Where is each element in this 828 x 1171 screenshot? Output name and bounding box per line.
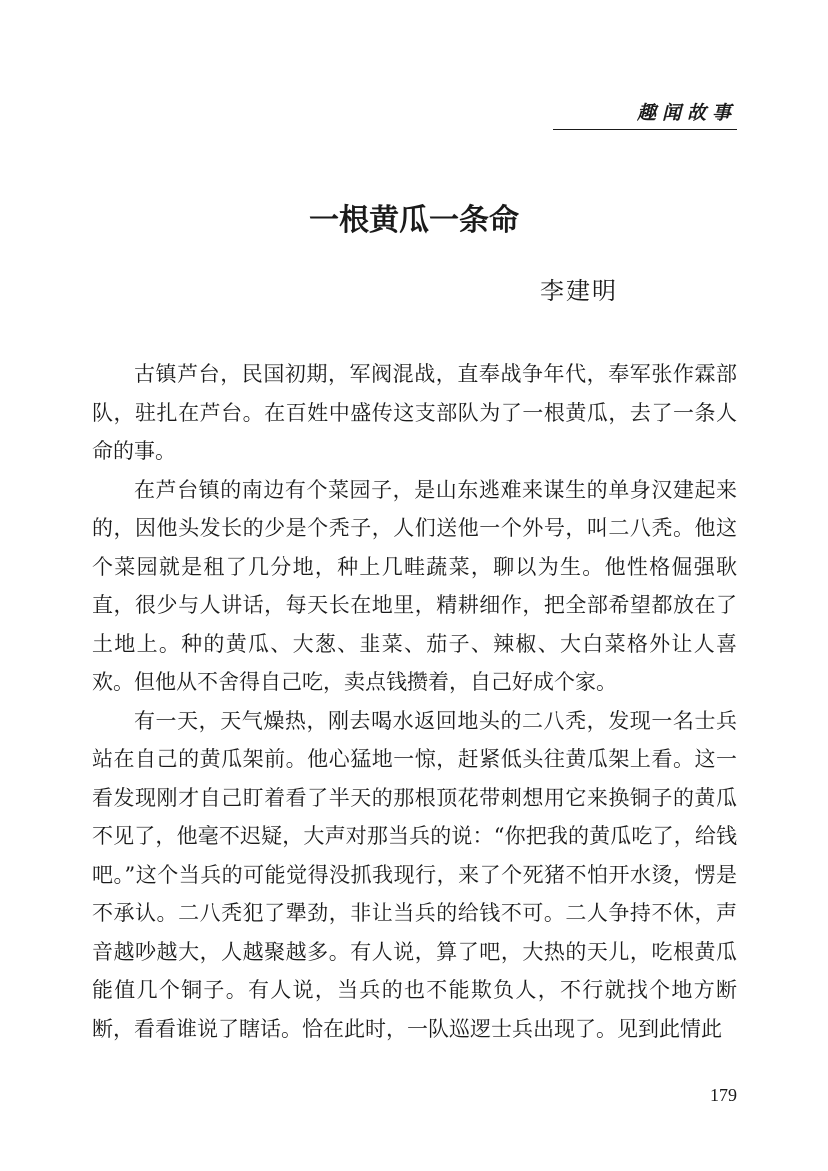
section-label: 趣闻故事 — [636, 102, 737, 124]
paragraph: 在芦台镇的南边有个菜园子，是山东逃难来谋生的单身汉建起来的，因他头发长的少是个秃子，人们送他一个外号，叫二八秃。他这个菜园就是租了几分地，种上几畦蔬菜，聊以为生。他性格倔强耿直，很少与人讲话，每天长在地里，精耕细作，把全部希望都放在了土地上。种的黄瓜、大葱、韭菜、茄子、辣椒、大白菜格外让人喜欢。但他从不舍得自己吃，卖点钱攒着，自己好成个家。 — [92, 477, 737, 694]
article-title: 一根黄瓜一条命 — [309, 203, 519, 238]
article-author: 李建明 — [540, 277, 618, 305]
running-header — [553, 100, 737, 130]
paragraph: 古镇芦台，民国初期，军阀混战，直奉战争年代，奉军张作霖部队，驻扎在芦台。在百姓中盛传这支部队为了一根黄瓜，去了一条人命的事。 — [92, 362, 737, 463]
page-number: 179 — [710, 1085, 737, 1105]
paragraph: 有一天，天气燥热，刚去喝水返回地头的二八秃，发现一名士兵站在自己的黄瓜架前。他心猛地一惊，赶紧低头往黄瓜架上看。这一看发现刚才自己盯着看了半天的那根顶花带刺想用它来换铜子的黄瓜不见了，他毫不迟疑，大声对那当兵的说：“你把我的黄瓜吃了，给钱吧。”这个当兵的可能觉得没抓我现行，来了个死猪不怕开水烫，愣是不承认。二八秃犯了犟劲，非让当兵的给钱不可。二人争持不休，声音越吵越大，人越聚越多。有人说，算了吧，大热的天儿，吃根黄瓜能值几个铜子。有人说，当兵的也不能欺负人，不行就找个地方断断，看看谁说了瞎话。恰在此时，一队巡逻士兵出现了。见到此情此 — [92, 708, 737, 1041]
article-body — [92, 355, 737, 1048]
header-rule — [553, 129, 737, 130]
